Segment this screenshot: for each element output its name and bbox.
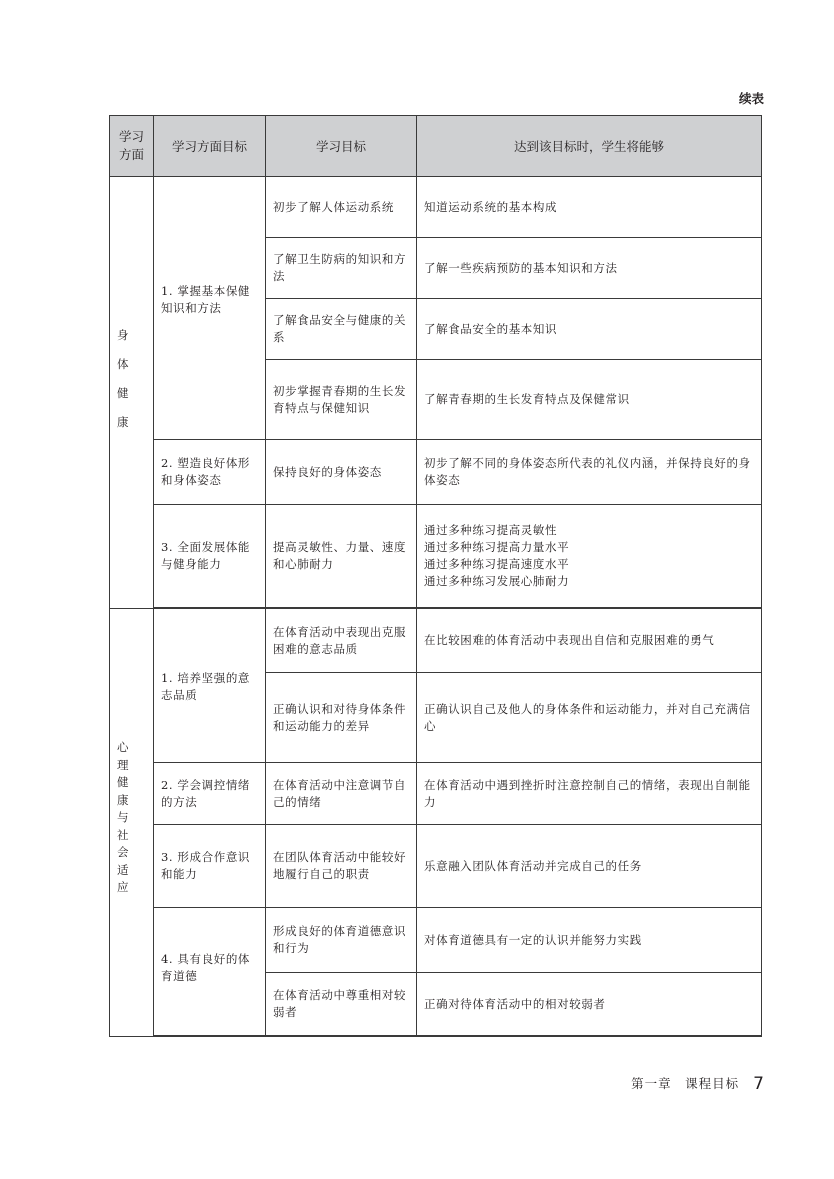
aspect-char: 应	[117, 880, 130, 894]
outcome: 了解青春期的生长发育特点及保健常识	[417, 360, 762, 440]
direction-goal: 3. 全面发展体能与健身能力	[154, 505, 266, 608]
table-row	[110, 1036, 762, 1037]
aspect-char: 身	[117, 328, 130, 342]
table-row	[110, 177, 762, 238]
header-direction-goal: 学习方面目标	[154, 116, 266, 177]
header-aspect	[110, 116, 154, 177]
aspect-char: 适	[117, 862, 130, 877]
outcome-line: 通过多种练习提高速度水平	[424, 557, 570, 571]
outcome: 正确认识自己及他人的身体条件和运动能力，并对自己充满信心	[417, 673, 762, 763]
header-aspect-line-2: 方面	[118, 147, 144, 162]
aspect-char: 与	[117, 810, 130, 824]
learning-goal: 正确认识和对待身体条件和运动能力的差异	[266, 673, 417, 763]
aspect-char: 健	[117, 775, 130, 789]
direction-goal: 2. 塑造良好体形和身体姿态	[154, 440, 266, 505]
table-row	[110, 505, 762, 608]
learning-goal: 在团队体育活动中能较好地履行自己的职责	[266, 825, 417, 908]
aspect-char: 健	[117, 386, 130, 400]
course-goals-table	[109, 115, 762, 1037]
aspect-char: 会	[117, 845, 130, 859]
learning-goal: 提高灵敏性、力量、速度和心肺耐力	[266, 505, 417, 608]
page-footer	[631, 1074, 764, 1094]
learning-goal: 初步了解人体运动系统	[266, 177, 417, 238]
outcome-line: 通过多种练习提高灵敏性	[424, 523, 558, 537]
outcome: 在比较困难的体育活动中表现出自信和克服困难的勇气	[417, 609, 762, 673]
header-outcome: 达到该目标时，学生将能够	[417, 116, 762, 177]
table-row	[110, 825, 762, 908]
aspect-char: 康	[117, 792, 130, 807]
learning-goal: 初步掌握青春期的生长发育特点与保健知识	[266, 360, 417, 440]
direction-goal: 1. 培养坚强的意志品质	[154, 609, 266, 763]
aspect-mental-health-social-adaptation	[110, 609, 154, 1037]
direction-goal: 1. 掌握基本保健知识和方法	[154, 177, 266, 440]
direction-goal: 3. 形成合作意识和能力	[154, 825, 266, 908]
outcome-line: 通过多种练习提高力量水平	[424, 540, 570, 554]
empty-cell	[266, 1036, 417, 1037]
header-aspect-line-1: 学习	[118, 129, 144, 144]
continued-label: 续表	[738, 91, 764, 106]
empty-cell	[154, 1036, 266, 1037]
table-row	[110, 440, 762, 505]
outcome: 知道运动系统的基本构成	[417, 177, 762, 238]
outcome: 了解食品安全的基本知识	[417, 299, 762, 360]
aspect-char: 理	[117, 757, 130, 772]
outcome: 正确对待体育活动中的相对较弱者	[417, 973, 762, 1036]
learning-goal: 了解卫生防病的知识和方法	[266, 238, 417, 299]
aspect-char: 心	[117, 740, 130, 754]
table-row	[110, 908, 762, 973]
learning-goal: 在体育活动中尊重相对较弱者	[266, 973, 417, 1036]
learning-goal: 形成良好的体育道德意识和行为	[266, 908, 417, 973]
aspect-char: 康	[117, 415, 130, 429]
direction-goal: 4. 具有良好的体育道德	[154, 908, 266, 1036]
header-learning-goal: 学习目标	[266, 116, 417, 177]
learning-goal: 在体育活动中注意调节自己的情绪	[266, 763, 417, 825]
aspect-physical-health	[110, 177, 154, 609]
outcome	[417, 505, 762, 608]
page-number: 7	[753, 1074, 764, 1094]
aspect-char: 社	[117, 827, 130, 842]
table-header-row	[110, 116, 762, 177]
learning-goal: 在体育活动中表现出克服困难的意志品质	[266, 609, 417, 673]
aspect-char: 体	[117, 357, 130, 371]
learning-goal: 保持良好的身体姿态	[266, 440, 417, 505]
empty-cell	[417, 1036, 762, 1037]
learning-goal: 了解食品安全与健康的关系	[266, 299, 417, 360]
outcome: 了解一些疾病预防的基本知识和方法	[417, 238, 762, 299]
table-row	[110, 763, 762, 825]
chapter-title: 第一章 课程目标	[631, 1076, 740, 1091]
outcome: 对体育道德具有一定的认识并能努力实践	[417, 908, 762, 973]
table-row	[110, 609, 762, 673]
outcome: 初步了解不同的身体姿态所代表的礼仪内涵，并保持良好的身体姿态	[417, 440, 762, 505]
direction-goal: 2. 学会调控情绪的方法	[154, 763, 266, 825]
outcome: 乐意融入团队体育活动并完成自己的任务	[417, 825, 762, 908]
outcome: 在体育活动中遇到挫折时注意控制自己的情绪，表现出自制能力	[417, 763, 762, 825]
outcome-line: 通过多种练习发展心肺耐力	[424, 574, 570, 588]
